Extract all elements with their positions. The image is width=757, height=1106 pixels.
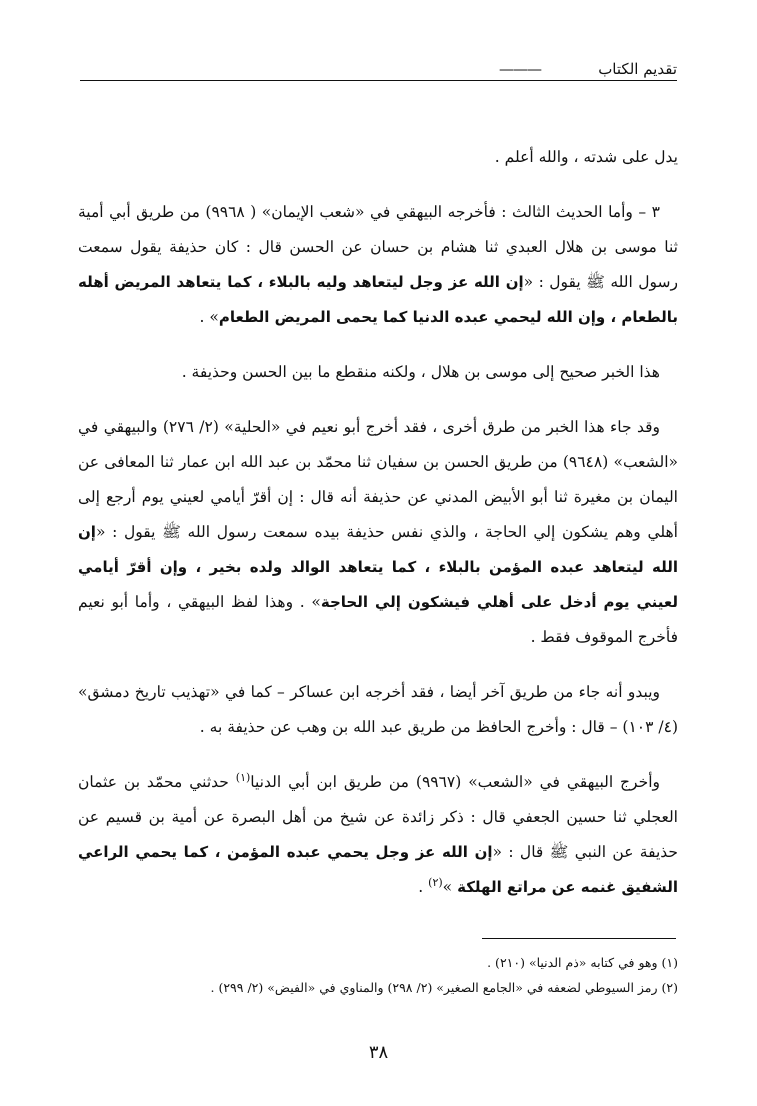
footnotes bbox=[78, 950, 678, 1000]
paragraph-4 bbox=[78, 675, 678, 745]
paragraph-2-text: هذا الخبر صحيح إلى موسى بن هلال ، ولكنه منقطع ما بين الحسن وحذيفة . bbox=[181, 363, 660, 381]
paragraph-5-text: وأخرج البيهقي في «الشعب» (٩٩٦٧) من طريق ابن أبي الدنيا bbox=[250, 773, 660, 791]
running-header bbox=[80, 58, 677, 88]
paragraph-4-text: ويبدو أنه جاء من طريق آخر أيضا ، فقد أخرجه ابن عساكر – كما في «تهذيب تاريخ دمشق» (٤/ ١٠٣) – قال : وأخرج الحافظ من طريق عبد الله بن وهب عن حذيفة به . bbox=[78, 683, 678, 736]
paragraph-1 bbox=[78, 195, 678, 335]
footnote-1: (١) وهو في كتابه «ذم الدنيا» (٢١٠) . bbox=[487, 955, 678, 970]
paragraph-2 bbox=[78, 355, 678, 390]
paragraph-5 bbox=[78, 765, 678, 905]
hadith-quote-3: إن الله عز وجل يحمي عبده المؤمن ، كما يحمي الراعي الشفيق غنمه عن مراتع الهلكة bbox=[78, 843, 678, 896]
footnote-ref-1[interactable]: (١) bbox=[235, 770, 251, 784]
paragraph-5-end: . bbox=[418, 878, 429, 896]
header-rule bbox=[80, 80, 677, 81]
page-number: ٣٨ bbox=[368, 1042, 389, 1063]
footnote-rule bbox=[482, 938, 676, 939]
paragraph-5-text-b: حدثني محمّد بن عثمان العجلي ثنا حسين الجعفي قال : ذكر زائدة عن شيخ من أهل البصرة عن أمية بن قسيم عن حذيفة عن النبي ﷺ قال : « bbox=[78, 773, 678, 861]
paragraph-1-end: » . bbox=[199, 308, 219, 326]
header-dash: ——— bbox=[495, 58, 545, 80]
footnote-ref-2[interactable]: (٢) bbox=[428, 875, 443, 889]
hadith-quote-2: إن الله ليتعاهد عبده المؤمن بالبلاء ، كما يتعاهد الوالد ولده بخير ، وإن أقرّ أيامي لعيني يوم أدخل على أهلي فيشكون إلي الحاجة bbox=[78, 523, 678, 611]
paragraph-3-end: » . وهذا لفظ البيهقي ، وأما أبو نعيم فأخرج الموقوف فقط . bbox=[78, 593, 678, 646]
paragraph-3-text: وقد جاء هذا الخبر من طرق أخرى ، فقد أخرج أبو نعيم في «الحلية» (٢/ ٢٧٦) والبيهقي في «الشعب» (٩٦٤٨) من طريق الحسن بن سفيان ثنا محمّد بن عبد الله ابن عمار ثنا المعافى عن اليمان بن مغيرة ثنا أبو الأبيض المدني عن حذيفة أنه قال : إن أقرّ أيامي لعيني يوم أرجع إلى أهلي وهم يشكون إلي الحاجة ، والذي نفس حذيفة بيده سمعت رسول الله ﷺ يقول : « bbox=[78, 418, 678, 541]
header-title: تقديم الكتاب bbox=[592, 58, 677, 80]
paragraph-3 bbox=[78, 410, 678, 655]
hadith-quote-1: إن الله عز وجل ليتعاهد وليه بالبلاء ، كما يتعاهد المريض أهله بالطعام ، وإن الله ليحمي عبده الدنيا كما يحمى المريض الطعام bbox=[78, 273, 678, 326]
paragraph-0-text: يدل على شدته ، والله أعلم . bbox=[494, 148, 678, 166]
paragraph-0 bbox=[78, 140, 678, 175]
footnote-2: (٢) رمز السيوطي لضعفه في «الجامع الصغير» (٢/ ٢٩٨) والمناوي في «الفيض» (٢/ ٢٩٩) . bbox=[210, 980, 678, 995]
paragraph-1-text: ٣ – وأما الحديث الثالث : فأخرجه البيهقي في «شعب الإيمان» ( ٩٩٦٨) من طريق أبي أمية ثنا موسى بن هلال العبدي ثنا هشام بن حسان عن الحسن قال : كان حذيفة يقول سمعت رسول الله ﷺ يقول : « bbox=[78, 203, 679, 291]
paragraph-5-close-quote: » bbox=[442, 878, 458, 896]
body-text bbox=[78, 140, 678, 925]
